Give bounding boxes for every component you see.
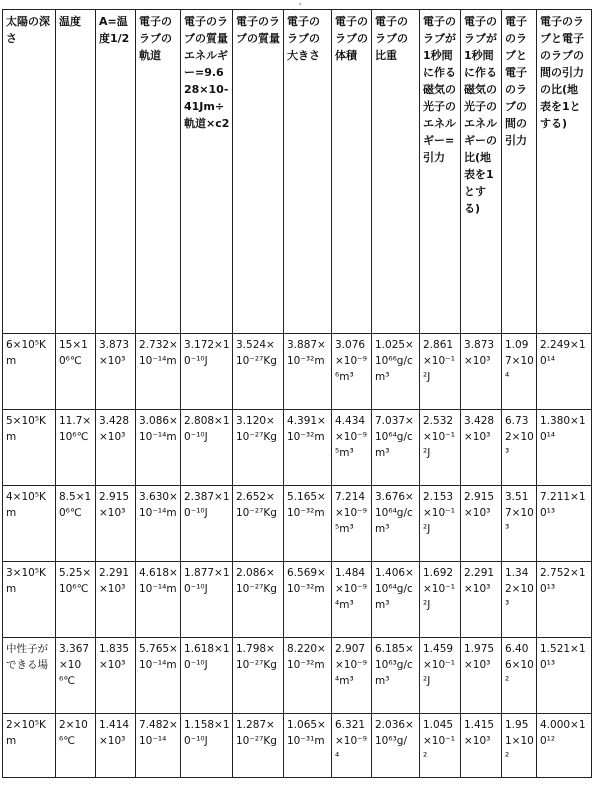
table-cell: 2.086×10⁻²⁷Kg bbox=[233, 562, 284, 638]
table-cell: 1.618×10⁻¹⁰J bbox=[181, 638, 233, 714]
table-cell: 2.387×10⁻¹⁰J bbox=[181, 486, 233, 562]
table-cell: 6.569×10⁻³²m bbox=[284, 562, 332, 638]
table-cell: 7.211×10¹³ bbox=[537, 486, 592, 562]
table-cell: 2.036×10⁶³g/ bbox=[372, 714, 420, 778]
table-cell: 4×10⁵Km bbox=[3, 486, 56, 562]
table-cell: 3×10⁵Km bbox=[3, 562, 56, 638]
table-cell: 4.000×10¹² bbox=[537, 714, 592, 778]
table-cell: 3.428×10³ bbox=[461, 410, 502, 486]
stray-mark: ' bbox=[299, 2, 302, 11]
table-cell: 1.414×10³ bbox=[96, 714, 136, 778]
table-row bbox=[3, 410, 592, 486]
table-cell: 6×10⁵Km bbox=[3, 334, 56, 410]
table-cell: 1.951×10² bbox=[502, 714, 537, 778]
table-cell: 2.532×10⁻¹²J bbox=[420, 410, 461, 486]
table-cell: 2×10⁵Km bbox=[3, 714, 56, 778]
col-header-attraction-ratio: 電子のラブと電子のラブの間の引力の比(地表を1とする) bbox=[537, 10, 592, 334]
header-row bbox=[3, 10, 592, 334]
table-row bbox=[3, 638, 592, 714]
table-cell: 5.765×10⁻¹⁴m bbox=[136, 638, 181, 714]
table-cell: 3.086×10⁻¹⁴m bbox=[136, 410, 181, 486]
table-cell: 1.287×10⁻²⁷Kg bbox=[233, 714, 284, 778]
data-table bbox=[2, 9, 592, 778]
table-cell: 1.459×10⁻¹²J bbox=[420, 638, 461, 714]
table-cell: 1.975×10³ bbox=[461, 638, 502, 714]
table-cell: 1.521×10¹³ bbox=[537, 638, 592, 714]
table-cell: 1.877×10⁻¹⁰J bbox=[181, 562, 233, 638]
table-cell: 2.291×10³ bbox=[96, 562, 136, 638]
col-header-a: A=温度1/2 bbox=[96, 10, 136, 334]
table-cell: 3.428×10³ bbox=[96, 410, 136, 486]
col-header-attraction: 電子のラブと電子のラブの間の引力 bbox=[502, 10, 537, 334]
table-cell: 2.861×10⁻¹²J bbox=[420, 334, 461, 410]
col-header-depth: 太陽の深さ bbox=[3, 10, 56, 334]
col-header-mass: 電子のラブの質量 bbox=[233, 10, 284, 334]
table-cell: 1.342×10³ bbox=[502, 562, 537, 638]
table-cell: 2.907×10⁻⁹⁴m³ bbox=[332, 638, 372, 714]
table-cell: 15×10⁶℃ bbox=[56, 334, 96, 410]
table-cell: 2.153×10⁻¹²J bbox=[420, 486, 461, 562]
col-header-specific-gravity: 電子のラブの比重 bbox=[372, 10, 420, 334]
table-cell: 2.652×10⁻²⁷Kg bbox=[233, 486, 284, 562]
table-cell: 11.7×10⁶℃ bbox=[56, 410, 96, 486]
table-cell: 4.618×10⁻¹⁴m bbox=[136, 562, 181, 638]
table-cell: 6.732×10³ bbox=[502, 410, 537, 486]
table-row bbox=[3, 714, 592, 778]
col-header-volume: 電子のラブの体積 bbox=[332, 10, 372, 334]
table-cell: 2.291×10³ bbox=[461, 562, 502, 638]
table-cell: 8.5×10⁶℃ bbox=[56, 486, 96, 562]
table-cell: 2×10⁶℃ bbox=[56, 714, 96, 778]
table-cell: 2.752×10¹³ bbox=[537, 562, 592, 638]
table-cell: 3.630×10⁻¹⁴m bbox=[136, 486, 181, 562]
table-cell: 6.185×10⁶³g/cm³ bbox=[372, 638, 420, 714]
table-cell: 2.732×10⁻¹⁴m bbox=[136, 334, 181, 410]
col-header-orbit: 電子のラブの軌道 bbox=[136, 10, 181, 334]
table-cell: 8.220×10⁻³²m bbox=[284, 638, 332, 714]
table-cell: 4.434×10⁻⁹⁵m³ bbox=[332, 410, 372, 486]
table-cell: 5×10⁵Km bbox=[3, 410, 56, 486]
table-row bbox=[3, 562, 592, 638]
table-cell: 1.406×10⁶⁴g/cm³ bbox=[372, 562, 420, 638]
table-cell: 3.887×10⁻³²m bbox=[284, 334, 332, 410]
table-cell: 6.406×10² bbox=[502, 638, 537, 714]
table-cell: 5.165×10⁻³²m bbox=[284, 486, 332, 562]
table-cell: 1.798×10⁻²⁷Kg bbox=[233, 638, 284, 714]
table-row bbox=[3, 334, 592, 410]
col-header-temperature: 温度 bbox=[56, 10, 96, 334]
table-cell: 3.873×10³ bbox=[96, 334, 136, 410]
col-header-size: 電子のラブの大きさ bbox=[284, 10, 332, 334]
table-cell: 2.915×10³ bbox=[461, 486, 502, 562]
table-cell: 3.120×10⁻²⁷Kg bbox=[233, 410, 284, 486]
table-cell: 1.692×10⁻¹²J bbox=[420, 562, 461, 638]
table-cell: 1.025×10⁶⁶g/cm³ bbox=[372, 334, 420, 410]
table-cell: 3.517×10³ bbox=[502, 486, 537, 562]
table-row bbox=[3, 486, 592, 562]
col-header-photon-energy: 電子のラブが1秒間に作る磁気の光子のエネルギー=引力 bbox=[420, 10, 461, 334]
table-cell: 1.835×10³ bbox=[96, 638, 136, 714]
table-cell: 7.482×10⁻¹⁴ bbox=[136, 714, 181, 778]
col-header-mass-energy: 電子のラブの質量エネルギー=9.628×10-41Jm÷軌道×c2 bbox=[181, 10, 233, 334]
table-cell: 3.172×10⁻¹⁰J bbox=[181, 334, 233, 410]
table-cell: 中性子ができる場 bbox=[3, 638, 56, 714]
table-cell: 3.873×10³ bbox=[461, 334, 502, 410]
table-cell: 5.25×10⁶℃ bbox=[56, 562, 96, 638]
table-cell: 1.158×10⁻¹⁰J bbox=[181, 714, 233, 778]
table-cell: 3.076×10⁻⁹⁶m³ bbox=[332, 334, 372, 410]
table-cell: 2.915×10³ bbox=[96, 486, 136, 562]
table-cell: 3.367×10⁶℃ bbox=[56, 638, 96, 714]
table-cell: 7.214×10⁻⁹⁵m³ bbox=[332, 486, 372, 562]
table-cell: 6.321×10⁻⁹⁴ bbox=[332, 714, 372, 778]
table-cell: 4.391×10⁻³²m bbox=[284, 410, 332, 486]
table-cell: 1.045×10⁻¹² bbox=[420, 714, 461, 778]
table-cell: 2.808×10⁻¹⁰J bbox=[181, 410, 233, 486]
table-cell: 1.380×10¹⁴ bbox=[537, 410, 592, 486]
table-cell: 2.249×10¹⁴ bbox=[537, 334, 592, 410]
table-cell: 7.037×10⁶⁴g/cm³ bbox=[372, 410, 420, 486]
table-cell: 1.484×10⁻⁹⁴m³ bbox=[332, 562, 372, 638]
table-cell: 3.524×10⁻²⁷Kg bbox=[233, 334, 284, 410]
col-header-photon-energy-ratio: 電子のラブが1秒間に作る磁気の光子のエネルギーの比(地表を1とする) bbox=[461, 10, 502, 334]
table-cell: 1.065×10⁻³¹m bbox=[284, 714, 332, 778]
table-cell: 1.097×10⁴ bbox=[502, 334, 537, 410]
table-cell: 1.415×10³ bbox=[461, 714, 502, 778]
table-cell: 3.676×10⁶⁴g/cm³ bbox=[372, 486, 420, 562]
